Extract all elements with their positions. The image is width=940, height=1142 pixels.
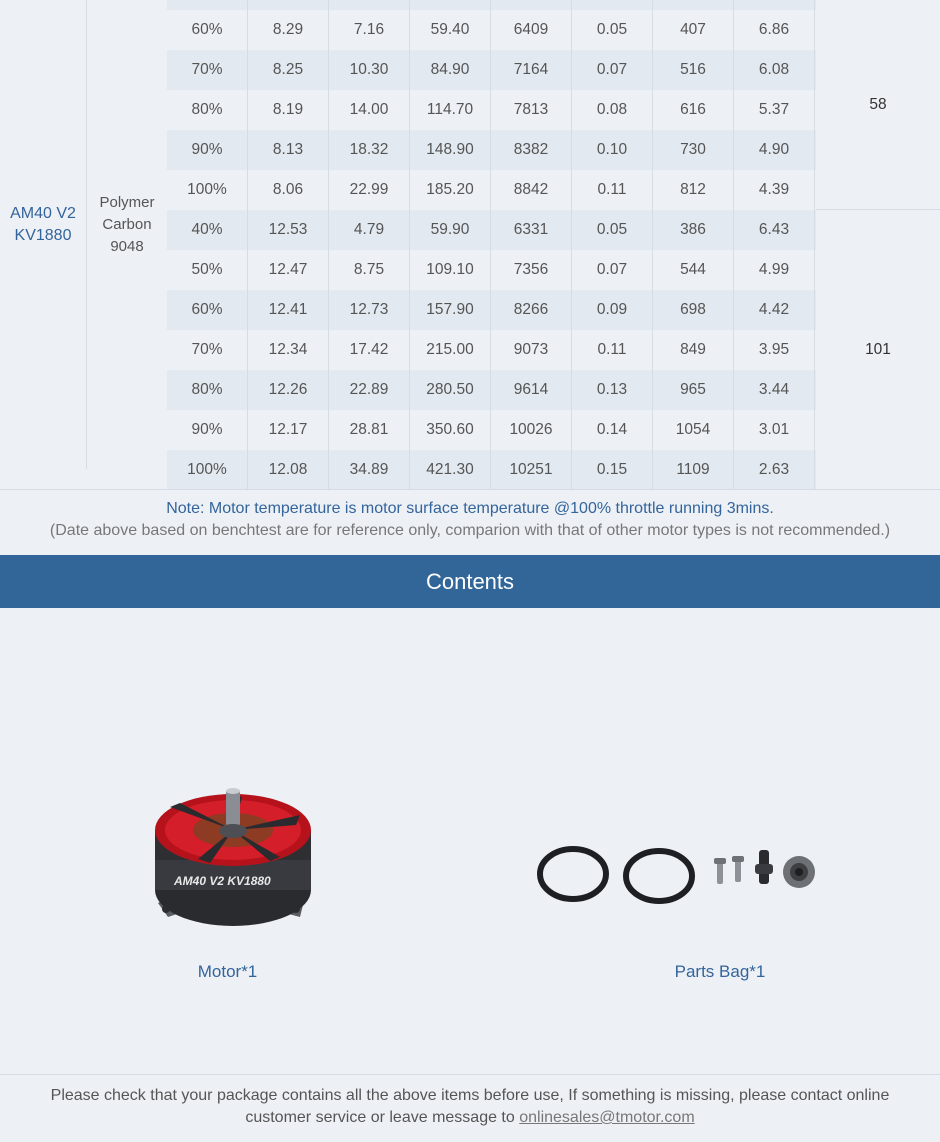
table-cell: 407	[653, 10, 734, 50]
table-cell	[572, 0, 653, 10]
table-cell: 0.05	[572, 210, 653, 250]
motor-caption: Motor*1	[197, 962, 258, 981]
table-cell: 100%	[167, 170, 248, 210]
parts-bag-icon	[535, 840, 820, 910]
table-cell: 7356	[491, 250, 572, 290]
table-cell: 350.60	[410, 410, 491, 450]
temperature-cell: 58	[816, 0, 940, 210]
table-cell: 0.15	[572, 450, 653, 490]
table-cell: 8266	[491, 290, 572, 330]
table-cell: 0.11	[572, 330, 653, 370]
table-row	[167, 130, 816, 170]
table-cell: 80%	[167, 370, 248, 410]
table-cell	[734, 0, 815, 10]
table-cell: 12.17	[248, 410, 329, 450]
table-cell: 14.00	[329, 90, 410, 130]
table-cell: 544	[653, 250, 734, 290]
table-cell: 421.30	[410, 450, 491, 490]
table-cell: 8.13	[248, 130, 329, 170]
table-cell: 109.10	[410, 250, 491, 290]
package-check-note	[40, 1085, 900, 1129]
table-cell: 8842	[491, 170, 572, 210]
table-cell: 280.50	[410, 370, 491, 410]
table-cell: 965	[653, 370, 734, 410]
table-cell: 70%	[167, 50, 248, 90]
contents-header	[0, 555, 940, 608]
table-rows	[167, 0, 816, 490]
table-cell: 0.07	[572, 50, 653, 90]
table-cell	[491, 0, 572, 10]
table-cell: 9614	[491, 370, 572, 410]
table-cell: 849	[653, 330, 734, 370]
table-cell: 7.16	[329, 10, 410, 50]
table-cell: 3.95	[734, 330, 815, 370]
table-cell: 3.44	[734, 370, 815, 410]
table-cell: 114.70	[410, 90, 491, 130]
table-cell: 730	[653, 130, 734, 170]
propeller-line3: 9048	[110, 237, 144, 255]
table-cell: 8.25	[248, 50, 329, 90]
motor-model-line1: AM40 V2	[10, 204, 76, 222]
table-cell: 0.11	[572, 170, 653, 210]
table-cell: 22.89	[329, 370, 410, 410]
table-cell: 12.73	[329, 290, 410, 330]
table-cell: 698	[653, 290, 734, 330]
table-cell: 0.09	[572, 290, 653, 330]
table-divider	[0, 489, 940, 490]
footer-message: Please check that your package contains all the above items before use, If something is missing, please contact online customer service or leave message to	[50, 1087, 890, 1126]
table-cell: 8.19	[248, 90, 329, 130]
footer-divider	[0, 1074, 940, 1075]
table-cell: 59.40	[410, 10, 491, 50]
support-email-link[interactable]: onlinesales@tmotor.com	[519, 1109, 695, 1126]
propeller-line2: Carbon	[102, 215, 152, 233]
table-cell: 0.14	[572, 410, 653, 450]
table-cell: 8382	[491, 130, 572, 170]
table-cell: 34.89	[329, 450, 410, 490]
table-cell: 90%	[167, 410, 248, 450]
table-cell: 100%	[167, 450, 248, 490]
table-cell: 148.90	[410, 130, 491, 170]
motor-label: AM40 V2 KV1880	[174, 874, 271, 888]
table-cell: 6.86	[734, 10, 815, 50]
table-cell: 12.47	[248, 250, 329, 290]
table-cell	[248, 0, 329, 10]
table-cell: 4.99	[734, 250, 815, 290]
table-row	[167, 450, 816, 490]
table-cell: 6331	[491, 210, 572, 250]
table-row	[167, 90, 816, 130]
table-cell: 616	[653, 90, 734, 130]
table-cell: 9073	[491, 330, 572, 370]
table-cell: 157.90	[410, 290, 491, 330]
disclaimer-note: (Date above based on benchtest are for reference only, comparion with that of other motor types is not recommended.)	[49, 522, 891, 539]
table-cell: 4.90	[734, 130, 815, 170]
table-cell: 0.07	[572, 250, 653, 290]
table-cell	[329, 0, 410, 10]
table-cell: 7164	[491, 50, 572, 90]
table-cell: 5.37	[734, 90, 815, 130]
table-row	[167, 290, 816, 330]
table-cell: 10026	[491, 410, 572, 450]
table-cell: 8.75	[329, 250, 410, 290]
table-cell: 28.81	[329, 410, 410, 450]
propeller-cell	[87, 0, 168, 469]
table-cell: 812	[653, 170, 734, 210]
table-cell: 6.08	[734, 50, 815, 90]
table-row	[167, 370, 816, 410]
table-cell: 50%	[167, 250, 248, 290]
table-cell: 12.34	[248, 330, 329, 370]
table-row	[167, 210, 816, 250]
table-cell: 17.42	[329, 330, 410, 370]
table-row	[167, 50, 816, 90]
table-cell: 10251	[491, 450, 572, 490]
table-cell: 12.41	[248, 290, 329, 330]
table-cell: 215.00	[410, 330, 491, 370]
table-row	[167, 250, 816, 290]
table-cell: 6.43	[734, 210, 815, 250]
table-cell: 3.01	[734, 410, 815, 450]
table-cell: 8.29	[248, 10, 329, 50]
table-cell: 1109	[653, 450, 734, 490]
table-cell: 59.90	[410, 210, 491, 250]
spec-table	[0, 0, 940, 490]
table-cell: 60%	[167, 10, 248, 50]
table-cell: 22.99	[329, 170, 410, 210]
motor-model-cell	[0, 0, 87, 469]
table-cell: 60%	[167, 290, 248, 330]
temperature-note: Note: Motor temperature is motor surface temperature @100% throttle running 3mins.	[166, 500, 774, 517]
motor-model-line2: KV1880	[14, 226, 72, 244]
table-cell: 40%	[167, 210, 248, 250]
table-cell: 8.06	[248, 170, 329, 210]
table-cell: 6409	[491, 10, 572, 50]
contents-title: Contents	[425, 568, 515, 594]
temperature-cell: 101	[865, 340, 891, 358]
table-cell: 0.08	[572, 90, 653, 130]
table-row	[167, 10, 816, 50]
table-cell: 516	[653, 50, 734, 90]
table-cell: 10.30	[329, 50, 410, 90]
table-cell: 0.05	[572, 10, 653, 50]
table-cell: 4.79	[329, 210, 410, 250]
table-row	[167, 330, 816, 370]
table-cell: 12.26	[248, 370, 329, 410]
table-cell	[653, 0, 734, 10]
table-cell: 7813	[491, 90, 572, 130]
table-row	[167, 170, 816, 210]
table-row	[167, 0, 816, 10]
table-cell: 12.08	[248, 450, 329, 490]
table-cell: 80%	[167, 90, 248, 130]
table-cell: 1054	[653, 410, 734, 450]
table-row	[167, 410, 816, 450]
table-cell: 12.53	[248, 210, 329, 250]
table-cell: 4.42	[734, 290, 815, 330]
table-cell: 18.32	[329, 130, 410, 170]
motor-icon	[150, 785, 315, 930]
table-cell: 4.39	[734, 170, 815, 210]
table-cell: 84.90	[410, 50, 491, 90]
table-cell	[167, 0, 248, 10]
table-cell	[410, 0, 491, 10]
propeller-line1: Polymer	[99, 193, 155, 211]
table-cell: 70%	[167, 330, 248, 370]
table-cell: 90%	[167, 130, 248, 170]
parts-bag-caption: Parts Bag*1	[674, 962, 766, 981]
table-cell: 185.20	[410, 170, 491, 210]
table-cell: 2.63	[734, 450, 815, 490]
table-cell: 386	[653, 210, 734, 250]
table-cell: 0.10	[572, 130, 653, 170]
table-cell: 0.13	[572, 370, 653, 410]
